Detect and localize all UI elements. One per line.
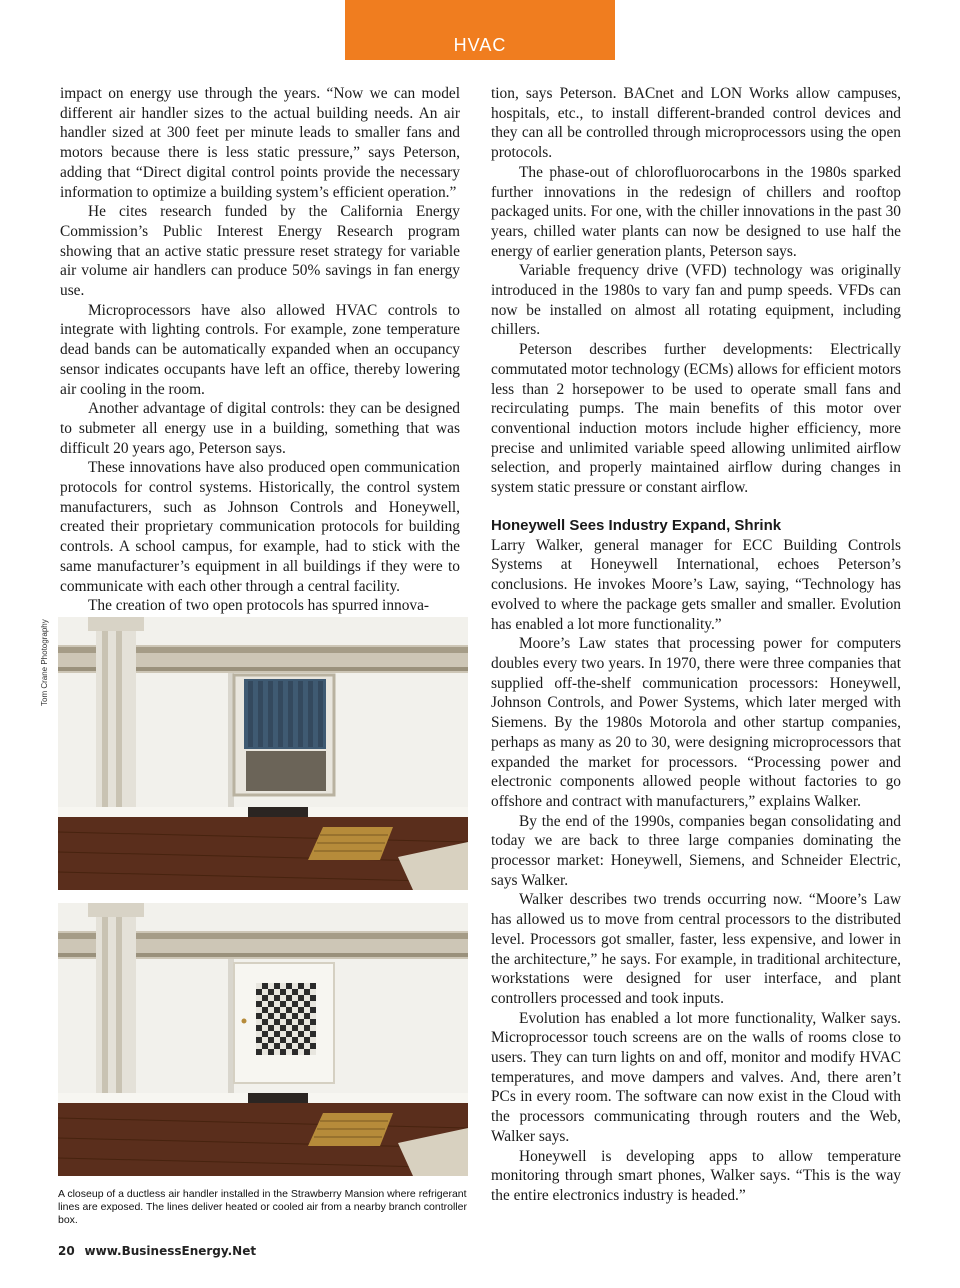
section-subheading: Honeywell Sees Industry Expand, Shrink [491, 516, 782, 534]
photo-air-handler-exposed [58, 617, 468, 890]
page-number: 20 [58, 1244, 75, 1258]
paragraph: By the end of the 1990s, companies began consolidating and today we are back to three large companies dominating the processor market: Honeywell, Siemens, and Schneider Electric, says Walker. [491, 812, 901, 889]
paragraph: tion, says Peterson. BACnet and LON Works allow campuses, hospitals, etc., to install different-branded control devices and they can all be controlled through microprocessors using the open protocols. [491, 85, 901, 162]
photo-air-handler-covered [58, 903, 468, 1176]
paragraph: Moore’s Law states that processing power for computers doubles every two years. In 1970, there were three companies that supplied off-the-shelf communication processors: Honeywell, Johnson Controls, and Power Systems, which later merged with Siemens. By the 1980s Motorola and other startup companies, perhaps as many as 20 to 30, were designing microprocessors that expanded the market for processors. “Processing power and electronic components allowed people without factories to go offshore and contract with manufacturers,” explains Walker. [491, 635, 901, 810]
website-link[interactable]: www.BusinessEnergy.Net [84, 1244, 257, 1258]
paragraph: Evolution has enabled a lot more functionality, Walker says. Microprocessor touch screens are on the walls of rooms close to users. They can turn lights on and off, monitor and modify HVAC temperatures, and move dampers and valves. And, there aren’t PCs in every room. The software can now exist in the Cloud with the processors communicating through routers and the Web, Walker says. [491, 1009, 901, 1145]
paragraph: impact on energy use through the years. “Now we can model different air handler sizes to the actual building needs. An air handler sized at 300 feet per minute leads to smaller fans and motors because there is less static pressure,” says Peterson, adding that “Direct digital control points provide the necessary information to optimize a building system’s efficient operation.” [60, 85, 460, 201]
section-tab [345, 0, 615, 60]
paragraph: Walker describes two trends occurring now. “Moore’s Law has allowed us to move from central processors to the distributed level. Processors got smaller, faster, less expensive, and lower in the architecture,” he says. For example, in traditional architecture, workstations were designed for user interface, and plant controllers processed and took inputs. [491, 891, 901, 1007]
paragraph: The phase-out of chlorofluorocarbons in the 1980s sparked further innovations in the redesign of chillers and rooftop packaged units. For one, with the chiller innovations in the past 30 years, chilled water plants can now be designed to use half the energy of earlier generation plants, Peterson says. [491, 163, 901, 260]
paragraph: Honeywell is developing apps to allow temperature monitoring through smart phones, Walker says. “This is the way the entire electronics industry is headed.” [491, 1147, 901, 1204]
paragraph: Variable frequency drive (VFD) technology was originally introduced in the 1980s to vary fan and pump speeds. VFDs can now be installed on almost all rotating equipment, including chillers. [491, 262, 901, 339]
paragraph: Another advantage of digital controls: they can be designed to submeter all energy use in a building, something that was difficult 20 years ago, Peterson says. [60, 400, 460, 457]
paragraph: These innovations have also produced open communication protocols for control systems. Historically, the control system manufacturers, such as Johnson Controls and Honeywell, created their proprietary communication protocols for building controls. A school campus, for example, had to stick with the same manufacturer’s equipment in all buildings if they were to communicate with each other through a central facility. [60, 459, 460, 595]
paragraph: Larry Walker, general manager for ECC Building Controls Systems at Honeywell International, echoes Peterson’s conclusions. He invokes Moore’s Law, saying, “Technology has evolved to where the package gets smaller and smaller. Evolution has enabled a lot more functionality.” [491, 536, 901, 633]
section-tab-label: HVAC [453, 35, 507, 55]
photo-caption: A closeup of a ductless air handler installed in the Strawberry Mansion where refrigerant lines are exposed. The lines deliver heated or cooled air from a nearby branch controller box. [58, 1188, 467, 1226]
room-illustration [58, 617, 468, 890]
paragraph: He cites research funded by the California Energy Commission’s Public Interest Energy Research program showing that an active static pressure reset strategy for variable air volume air handlers can produce 50% savings in fan energy use. [60, 203, 460, 300]
paragraph: The creation of two open protocols has spurred innova- [88, 597, 430, 615]
paragraph: Microprocessors have also allowed HVAC controls to integrate with lighting controls. For example, zone temperature dead bands can be automatically expanded when an occupancy sensor indicates occupants have left an office, thereby lowering air cooling in the room. [60, 301, 460, 398]
right-column [491, 84, 901, 1206]
page-footer [58, 1244, 256, 1258]
room-illustration [58, 903, 468, 1176]
left-column [60, 84, 460, 616]
photo-credit: Tom Crane Photography [40, 619, 49, 706]
paragraph: Peterson describes further developments: Electrically commutated motor technology (ECMs) allows for efficient motors less than 2 horsepower to be used to operate small fans and recirculating pumps. The main benefits of this motor over conventional induction motors include higher efficiency, more precise and unlimited variable speed allowing unlimited airflow selection, and properly maintained airflow during changes in system static pressure or constant airflow. [491, 341, 901, 497]
